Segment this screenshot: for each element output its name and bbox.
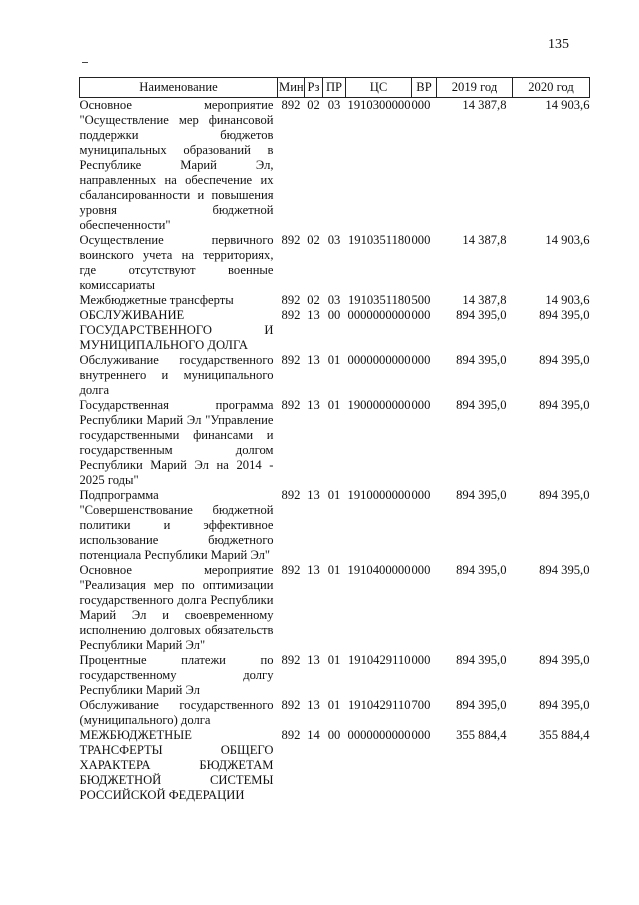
row-name: Обслуживание государственного (муниципального) долга (79, 698, 274, 727)
row-min: 892 (281, 98, 301, 112)
row-2019: 894 395,0 (456, 308, 507, 322)
row-vr: 000 (411, 308, 431, 322)
page-number: 135 (548, 37, 569, 52)
row-min: 892 (281, 653, 301, 667)
row-name: Обслуживание государственного внутреннего и муниципального долга (79, 353, 274, 397)
table-row (80, 98, 590, 234)
row-2019: 14 387,8 (462, 293, 507, 307)
row-cs: 1910351180 (347, 293, 411, 307)
table-row (80, 563, 590, 653)
row-pr: 01 (327, 398, 341, 412)
header-vr: ВР (412, 78, 437, 98)
row-2020: 894 395,0 (539, 563, 590, 577)
row-rz: 02 (307, 233, 320, 247)
row-min: 892 (281, 563, 301, 577)
header-2019: 2019 год (437, 78, 513, 98)
row-name: Основное мероприятие "Осуществление мер финансовой поддержки бюджетов муниципальных образований в Республике Марий Эл, направленных на обеспечение их сбалансированности и повышения уровня бюджетной обеспеченности" (79, 98, 274, 232)
row-pr: 00 (327, 728, 341, 742)
row-name: Государственная программа Республики Марий Эл "Управление государственными финансами и государственным долгом Республики Марий Эл на 2014 - 2025 годы" (79, 398, 274, 487)
row-min: 892 (281, 728, 301, 742)
row-2020: 14 903,6 (545, 293, 590, 307)
table-row (80, 353, 590, 398)
row-pr: 01 (327, 698, 341, 712)
row-min: 892 (281, 488, 301, 502)
header-min: Мин (278, 78, 305, 98)
row-pr: 03 (327, 233, 341, 247)
row-rz: 14 (307, 728, 320, 742)
row-rz: 13 (307, 398, 320, 412)
row-cs: 1910351180 (347, 233, 411, 247)
row-2020: 14 903,6 (545, 98, 590, 112)
row-cs: 1910000000 (347, 488, 411, 502)
margin-mark (82, 62, 88, 63)
row-min: 892 (281, 308, 301, 322)
row-pr: 03 (327, 293, 341, 307)
row-name: Межбюджетные трансферты (79, 293, 234, 307)
row-min: 892 (281, 398, 301, 412)
row-rz: 02 (307, 293, 320, 307)
row-2019: 14 387,8 (462, 98, 507, 112)
row-cs: 0000000000 (347, 308, 411, 322)
row-2020: 894 395,0 (539, 653, 590, 667)
table-row (80, 398, 590, 488)
row-2019: 894 395,0 (456, 563, 507, 577)
row-pr: 01 (327, 653, 341, 667)
row-2019: 894 395,0 (456, 698, 507, 712)
row-vr: 000 (411, 728, 431, 742)
row-vr: 000 (411, 653, 431, 667)
header-2020: 2020 год (513, 78, 590, 98)
table-row (80, 488, 590, 563)
row-2020: 894 395,0 (539, 353, 590, 367)
row-2019: 14 387,8 (462, 233, 507, 247)
row-vr: 500 (411, 293, 431, 307)
row-vr: 000 (411, 353, 431, 367)
row-vr: 000 (411, 98, 431, 112)
table-body (80, 98, 590, 804)
table-row (80, 653, 590, 698)
row-min: 892 (281, 293, 301, 307)
row-cs: 1910429110 (347, 653, 411, 667)
row-name: Основное мероприятие "Реализация мер по оптимизации государственного долга Республики Марий Эл и своевременному исполнению долговых обязательств Республики Марий Эл" (79, 563, 274, 652)
row-cs: 1910429110 (347, 698, 411, 712)
row-2020: 894 395,0 (539, 398, 590, 412)
row-vr: 000 (411, 563, 431, 577)
row-name: ОБСЛУЖИВАНИЕ ГОСУДАРСТВЕННОГО И МУНИЦИПАЛЬНОГО ДОЛГА (79, 308, 274, 352)
row-rz: 13 (307, 653, 320, 667)
row-2020: 894 395,0 (539, 488, 590, 502)
table-row (80, 698, 590, 728)
budget-table (79, 77, 590, 803)
header-pr: ПР (323, 78, 346, 98)
row-min: 892 (281, 353, 301, 367)
table-row (80, 293, 590, 308)
row-cs: 1900000000 (347, 398, 411, 412)
row-pr: 01 (327, 488, 341, 502)
row-name: Подпрограмма "Совершенствование бюджетной политики и эффективное использование бюджетного потенциала Республики Марий Эл" (79, 488, 274, 562)
row-cs: 0000000000 (347, 353, 411, 367)
row-rz: 13 (307, 488, 320, 502)
row-min: 892 (281, 698, 301, 712)
row-rz: 13 (307, 563, 320, 577)
row-pr: 00 (327, 308, 341, 322)
row-pr: 01 (327, 353, 341, 367)
row-2019: 894 395,0 (456, 353, 507, 367)
row-2020: 894 395,0 (539, 308, 590, 322)
header-name: Наименование (80, 78, 278, 98)
row-vr: 000 (411, 233, 431, 247)
table-row (80, 728, 590, 803)
row-rz: 02 (307, 98, 320, 112)
row-vr: 000 (411, 488, 431, 502)
row-2020: 894 395,0 (539, 698, 590, 712)
row-cs: 1910300000 (347, 98, 411, 112)
row-2019: 894 395,0 (456, 653, 507, 667)
row-cs: 0000000000 (347, 728, 411, 742)
row-cs: 1910400000 (347, 563, 411, 577)
row-2019: 894 395,0 (456, 398, 507, 412)
row-rz: 13 (307, 353, 320, 367)
header-rz: Рз (305, 78, 323, 98)
table-row (80, 308, 590, 353)
row-vr: 700 (411, 698, 431, 712)
table-header (80, 78, 590, 98)
row-pr: 03 (327, 98, 341, 112)
row-2019: 894 395,0 (456, 488, 507, 502)
row-vr: 000 (411, 398, 431, 412)
row-2020: 14 903,6 (545, 233, 590, 247)
row-2020: 355 884,4 (539, 728, 590, 742)
row-name: МЕЖБЮДЖЕТНЫЕ ТРАНСФЕРТЫ ОБЩЕГО ХАРАКТЕРА БЮДЖЕТАМ БЮДЖЕТНОЙ СИСТЕМЫ РОССИЙСКОЙ ФЕДЕРАЦИИ (79, 728, 274, 802)
header-cs: ЦС (346, 78, 412, 98)
row-rz: 13 (307, 308, 320, 322)
row-2019: 355 884,4 (456, 728, 507, 742)
row-rz: 13 (307, 698, 320, 712)
row-name: Осуществление первичного воинского учета на территориях, где отсутствуют военные комиссариаты (79, 233, 274, 292)
row-name: Процентные платежи по государственному долгу Республики Марий Эл (79, 653, 274, 697)
row-pr: 01 (327, 563, 341, 577)
row-min: 892 (281, 233, 301, 247)
table-row (80, 233, 590, 293)
